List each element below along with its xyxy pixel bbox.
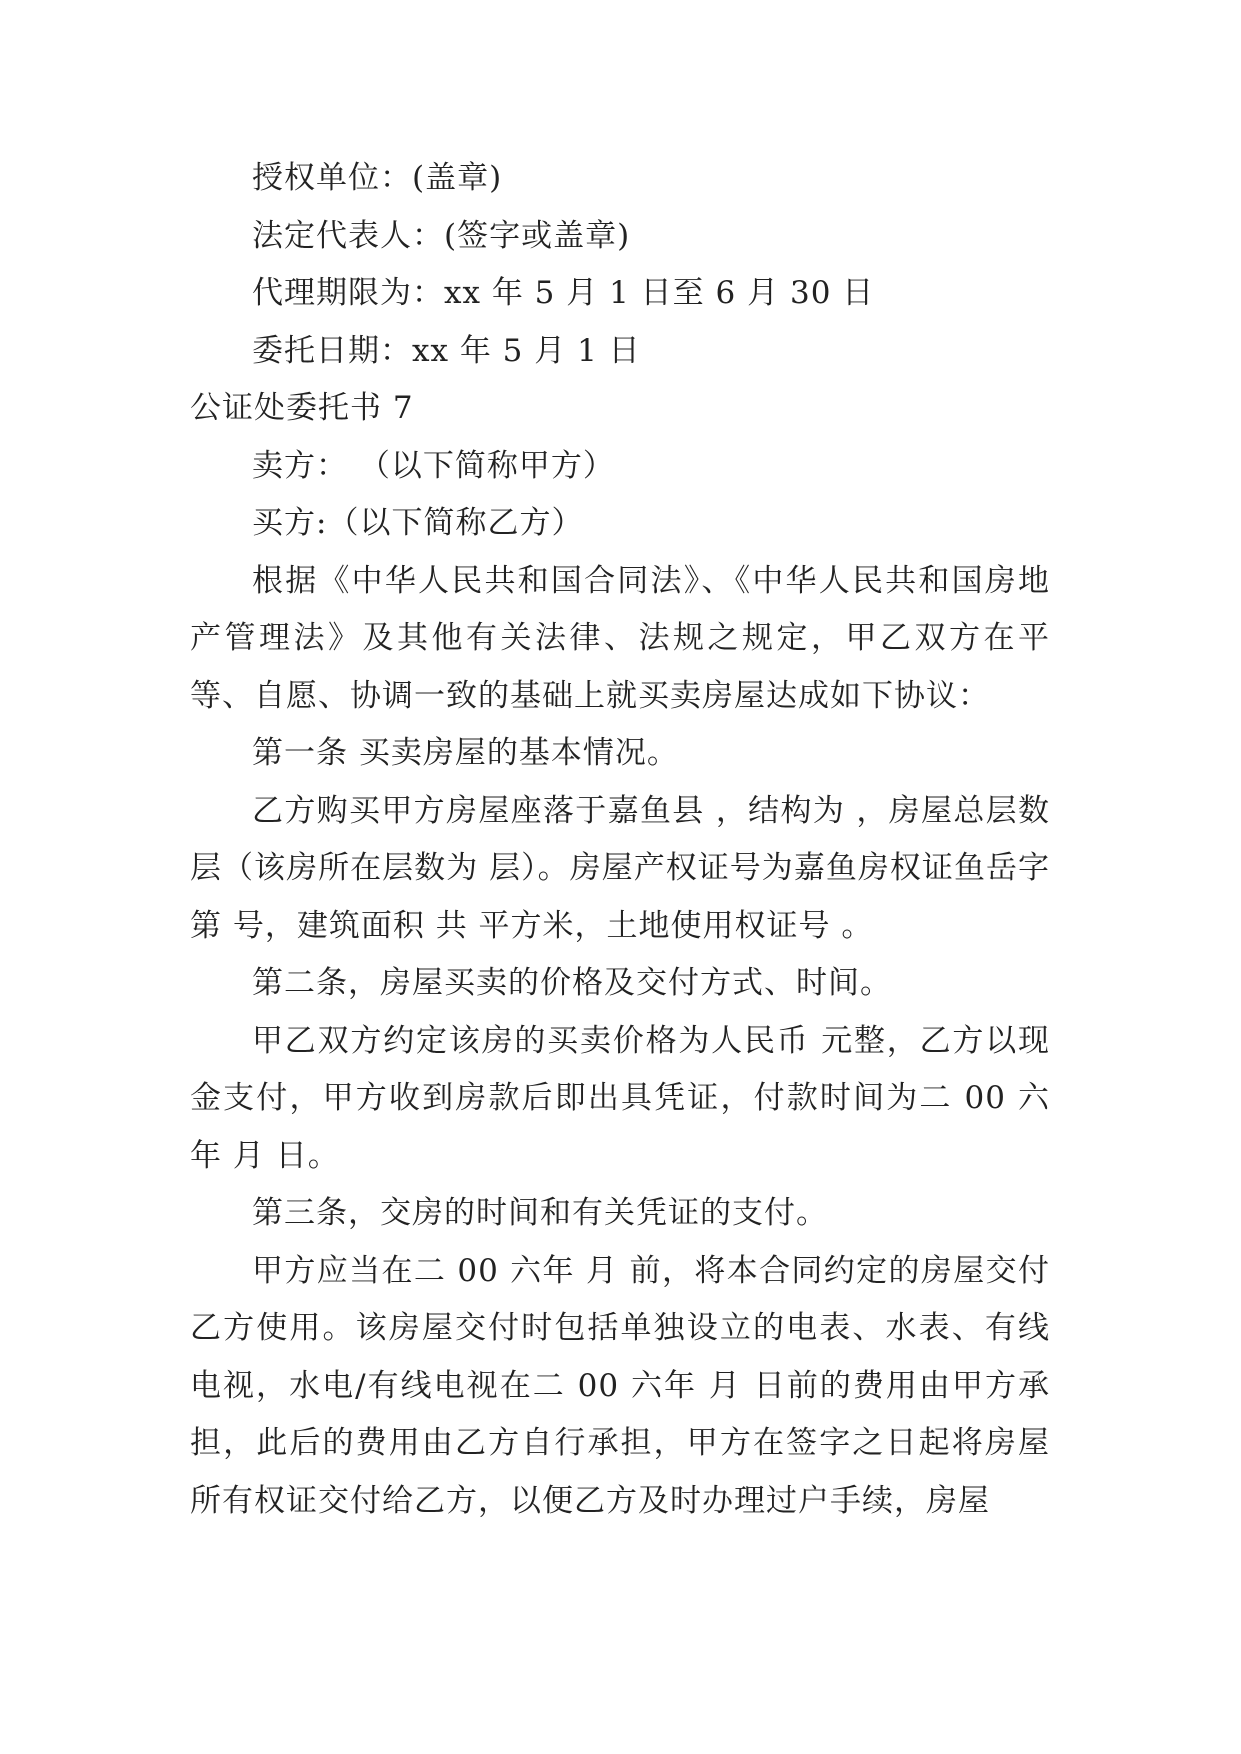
article-2-heading: 第二条，房屋买卖的价格及交付方式、时间。: [252, 965, 892, 1001]
agency-period-line: 代理期限为：xx 年 5 月 1 日至 6 月 30 日: [252, 275, 875, 311]
article-1-heading: 第一条 买卖房屋的基本情况。: [252, 735, 679, 771]
preamble-paragraph: 根据《中华人民共和国合同法》、《中华人民共和国房地产管理法》及其他有关法律、法规之规定，甲乙双方在平等、自愿、协调一致的基础上就买卖房屋达成如下协议：: [190, 562, 1050, 714]
article-1-body: 乙方购买甲方房屋座落于嘉鱼县 ，结构为 ，房屋总层数 层（该房所在层数为 层）。房屋产权证号为嘉鱼房权证鱼岳字第 号，建筑面积 共 平方米，土地使用权证号 。: [190, 792, 1050, 944]
seller-line: 卖方： （以下简称甲方）: [252, 447, 615, 484]
commission-date-line: 委托日期：xx 年 5 月 1 日: [252, 332, 641, 369]
article-2-body: 甲乙双方约定该房的买卖价格为人民币 元整，乙方以现金支付，甲方收到房款后即出具凭证，付款时间为二 00 六年 月 日。: [190, 1022, 1050, 1174]
section-title: 公证处委托书 7: [190, 390, 414, 426]
document-body: [190, 150, 1050, 1530]
authorizing-unit-line: 授权单位：(盖章): [252, 160, 503, 196]
article-3-body: 甲方应当在二 00 六年 月 前，将本合同约定的房屋交付乙方使用。该房屋交付时包括单独设立的电表、水表、有线电视，水电/有线电视在二 00 六年 月 日前的费用由甲方承担，此后的费用由乙方自行承担，甲方在签字之日起将房屋所有权证交付给乙方，以便乙方及时办理过户手续，房屋: [190, 1252, 1050, 1519]
buyer-line: 买方:（以下简称乙方）: [252, 505, 584, 541]
article-3-heading: 第三条，交房的时间和有关凭证的支付。: [252, 1195, 828, 1231]
legal-representative-line: 法定代表人：(签字或盖章): [252, 217, 631, 254]
